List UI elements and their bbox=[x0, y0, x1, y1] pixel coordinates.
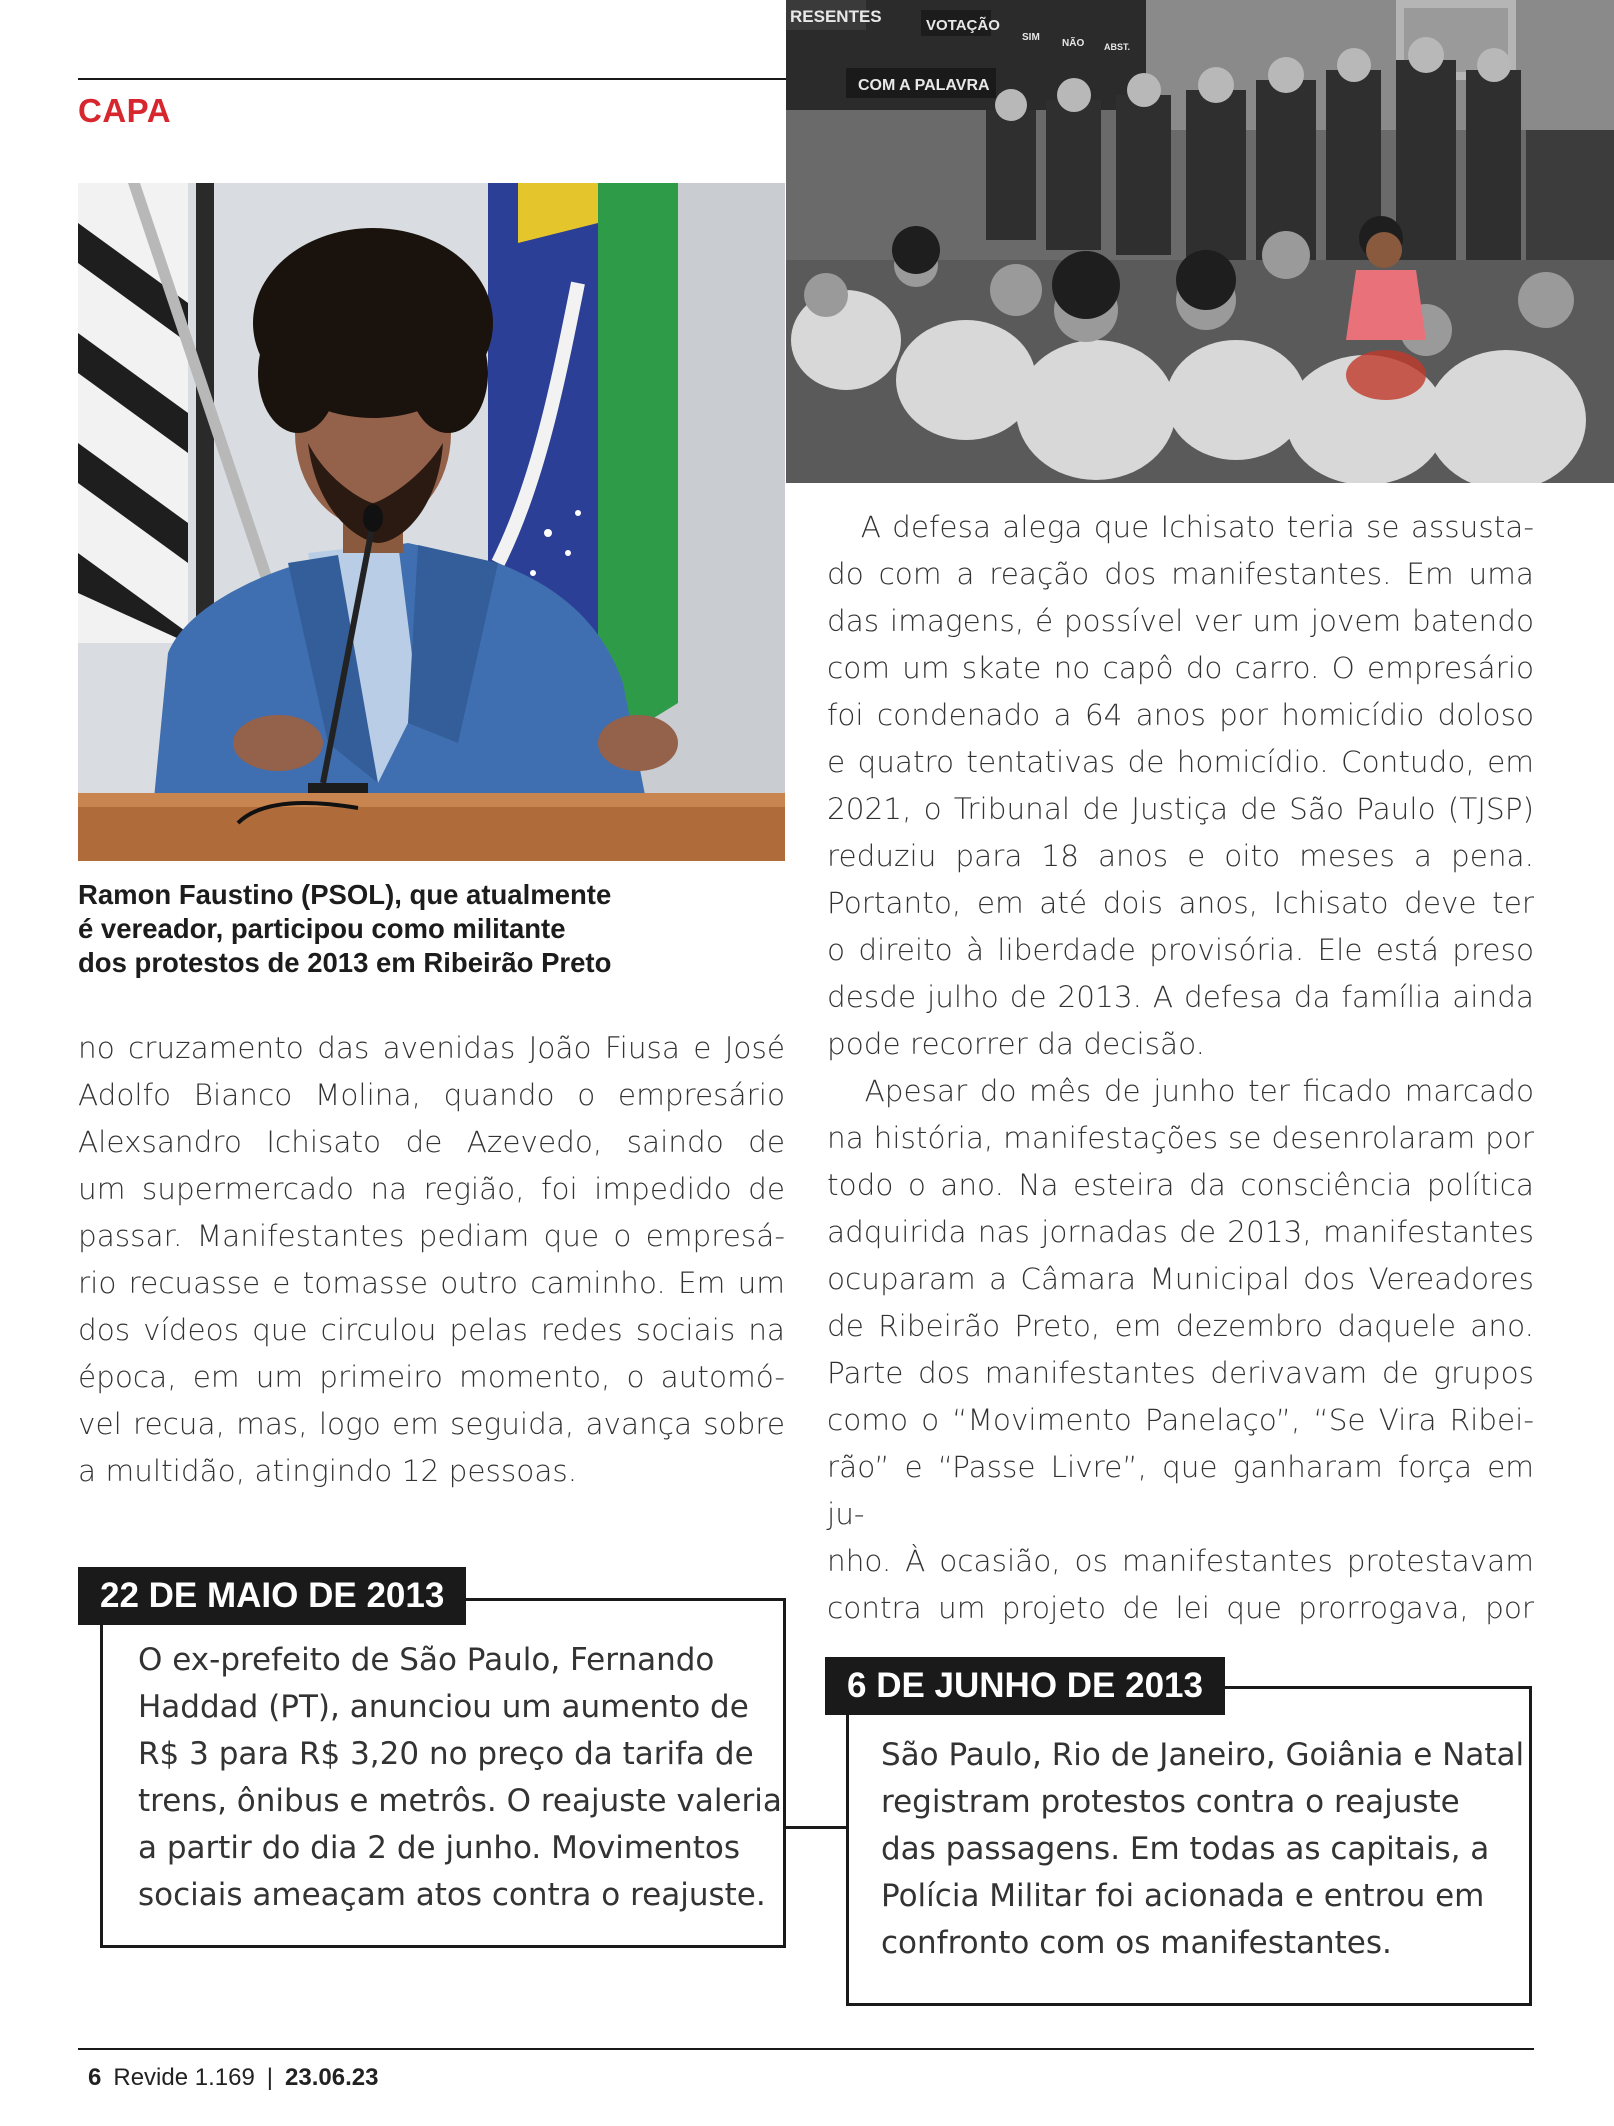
text-line: 2021, o Tribunal de Justiça de São Paulo (TJSP) bbox=[827, 792, 1534, 826]
text-line: Alexsandro Ichisato de Azevedo, saindo de bbox=[78, 1125, 785, 1159]
text-line: rão” e “Passe Livre”, que ganharam força em ju- bbox=[827, 1450, 1534, 1531]
text-line: e quatro tentativas de homicídio. Contudo, em bbox=[827, 745, 1534, 779]
timeline-date-june: 6 DE JUNHO DE 2013 bbox=[825, 1657, 1225, 1715]
board-label-sim: SIM bbox=[1022, 32, 1040, 43]
publication-name: Revide 1.169 bbox=[113, 2064, 255, 2091]
board-label-votacao: VOTAÇÃO bbox=[926, 17, 1000, 34]
issue-date: 23.06.23 bbox=[285, 2064, 379, 2091]
timeline-line: Polícia Militar foi acionada e entrou em bbox=[881, 1878, 1485, 1914]
text-line: Adolfo Bianco Molina, quando o empresário bbox=[78, 1078, 785, 1112]
text-line: adquirida nas jornadas de 2013, manifestantes bbox=[827, 1215, 1534, 1249]
text-line: um supermercado na região, foi impedido de bbox=[78, 1172, 785, 1206]
page-number: 6 bbox=[88, 2064, 102, 2091]
photo-protest bbox=[786, 0, 1614, 483]
timeline-text-may bbox=[138, 1637, 782, 1919]
timeline-text-june bbox=[881, 1732, 1524, 1967]
timeline-line: trens, ônibus e metrôs. O reajuste valeria bbox=[138, 1783, 782, 1819]
text-line: A defesa alega que Ichisato teria se assusta- bbox=[827, 510, 1534, 544]
caption-line: dos protestos de 2013 em Ribeirão Preto bbox=[78, 947, 612, 978]
caption-line: é vereador, participou como militante bbox=[78, 913, 566, 944]
timeline-line: O ex-prefeito de São Paulo, Fernando bbox=[138, 1642, 715, 1678]
photo-caption bbox=[78, 878, 678, 980]
board-label-nao: NÃO bbox=[1062, 38, 1085, 49]
text-line: época, em um primeiro momento, o automó- bbox=[78, 1360, 785, 1394]
text-line: vel recua, mas, logo em seguida, avança sobre bbox=[78, 1407, 785, 1441]
text-line: no cruzamento das avenidas João Fiusa e José bbox=[78, 1031, 785, 1065]
text-line: desde julho de 2013. A defesa da família ainda bbox=[827, 980, 1534, 1014]
timeline-line: São Paulo, Rio de Janeiro, Goiânia e Natal bbox=[881, 1737, 1525, 1773]
board-label-presentes: RESENTES bbox=[790, 7, 882, 26]
text-line: ocuparam a Câmara Municipal dos Vereadores bbox=[827, 1262, 1534, 1296]
text-line: contra um projeto de lei que prorrogava, por bbox=[827, 1591, 1534, 1625]
text-line: Portanto, em até dois anos, Ichisato deve ter bbox=[827, 886, 1534, 920]
text-line: passar. Manifestantes pediam que o empresá- bbox=[78, 1219, 785, 1253]
text-line: nho. À ocasião, os manifestantes protestavam bbox=[827, 1544, 1534, 1578]
footer-separator: | bbox=[266, 2064, 274, 2091]
timeline-line: a partir do dia 2 de junho. Movimentos bbox=[138, 1830, 741, 1866]
left-column-text bbox=[78, 1025, 785, 1495]
text-line: a multidão, atingindo 12 pessoas. bbox=[78, 1454, 578, 1488]
text-line: pode recorrer da decisão. bbox=[827, 1027, 1206, 1061]
timeline-line: das passagens. Em todas as capitais, a bbox=[881, 1831, 1490, 1867]
timeline-line: confronto com os manifestantes. bbox=[881, 1925, 1392, 1961]
board-label-abst: ABST. bbox=[1104, 42, 1131, 52]
bottom-rule bbox=[78, 2048, 1534, 2050]
timeline-line: sociais ameaçam atos contra o reajuste. bbox=[138, 1877, 766, 1913]
section-label: CAPA bbox=[78, 92, 172, 129]
caption-line: Ramon Faustino (PSOL), que atualmente bbox=[78, 879, 612, 910]
text-line: com um skate no capô do carro. O empresário bbox=[827, 651, 1534, 685]
photo-speaker bbox=[78, 183, 785, 861]
text-line: o direito à liberdade provisória. Ele está preso bbox=[827, 933, 1534, 967]
timeline-date-may: 22 DE MAIO DE 2013 bbox=[78, 1567, 466, 1625]
timeline-line: registram protestos contra o reajuste bbox=[881, 1784, 1460, 1820]
text-line: foi condenado a 64 anos por homicídio doloso bbox=[827, 698, 1534, 732]
text-line: Apesar do mês de junho ter ficado marcado bbox=[827, 1074, 1534, 1108]
text-line: das imagens, é possível ver um jovem batendo bbox=[827, 604, 1534, 638]
text-line: Parte dos manifestantes derivavam de grupos bbox=[827, 1356, 1534, 1390]
top-rule bbox=[78, 78, 786, 80]
text-line: como o “Movimento Panelaço”, “Se Vira Ribei- bbox=[827, 1403, 1534, 1437]
text-line: do com a reação dos manifestantes. Em uma bbox=[827, 557, 1534, 591]
text-line: dos vídeos que circulou pelas redes sociais na bbox=[78, 1313, 785, 1347]
board-label-com-a-palavra: COM A PALAVRA bbox=[858, 77, 990, 94]
right-column-text bbox=[827, 504, 1534, 1632]
page-footer bbox=[88, 2064, 378, 2092]
timeline-line: Haddad (PT), anunciou um aumento de bbox=[138, 1689, 749, 1725]
text-line: rio recuasse e tomasse outro caminho. Em um bbox=[78, 1266, 785, 1300]
timeline-line: R$ 3 para R$ 3,20 no preço da tarifa de bbox=[138, 1736, 754, 1772]
text-line: na história, manifestações se desenrolaram por bbox=[827, 1121, 1534, 1155]
timeline-connector bbox=[786, 1826, 846, 1829]
text-line: todo o ano. Na esteira da consciência política bbox=[827, 1168, 1534, 1202]
text-line: reduziu para 18 anos e oito meses a pena. bbox=[827, 839, 1534, 873]
text-line: de Ribeirão Preto, em dezembro daquele ano. bbox=[827, 1309, 1534, 1343]
